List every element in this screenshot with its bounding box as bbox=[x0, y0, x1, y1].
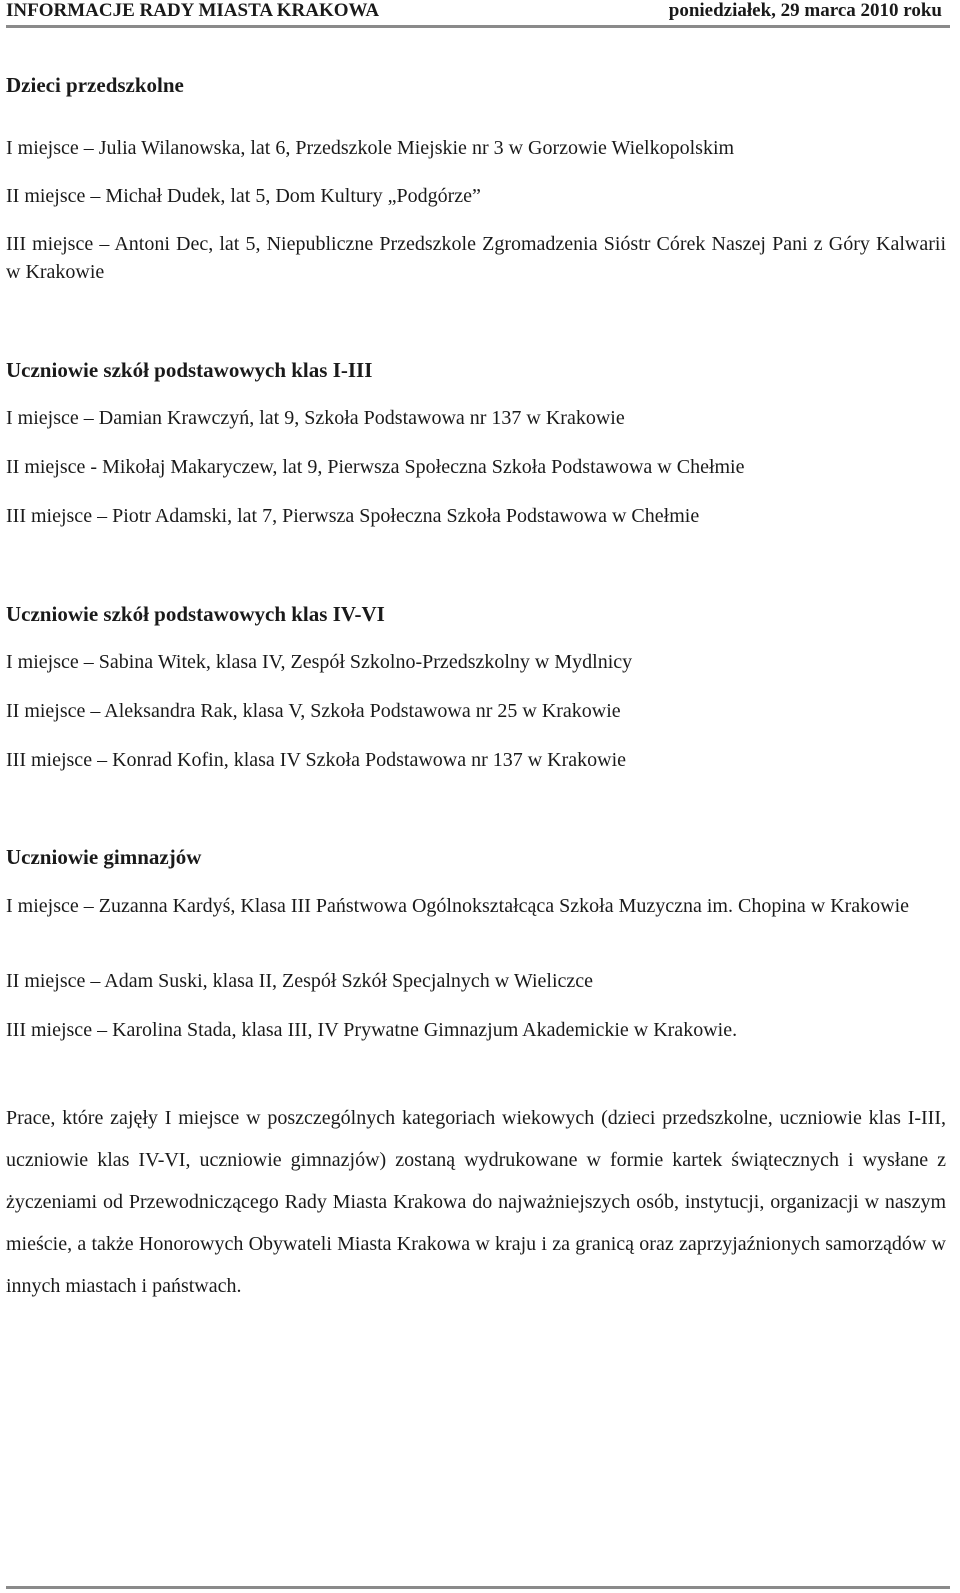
list-item: I miejsce – Sabina Witek, klasa IV, Zespół Szkolno-Przedszkolny w Mydlnicy bbox=[6, 651, 633, 673]
list-item: II miejsce – Adam Suski, klasa II, Zespół Szkół Specjalnych w Wieliczce bbox=[6, 970, 594, 992]
list-item: II miejsce – Aleksandra Rak, klasa V, Szkoła Podstawowa nr 25 w Krakowie bbox=[6, 700, 621, 722]
list-item: I miejsce – Damian Krawczyń, lat 9, Szkoła Podstawowa nr 137 w Krakowie bbox=[6, 407, 625, 429]
section-title-grades-4-6: Uczniowie szkół podstawowych klas IV-VI bbox=[6, 602, 385, 626]
page-header bbox=[6, 0, 942, 22]
section-title-grades-1-3: Uczniowie szkół podstawowych klas I-III bbox=[6, 358, 373, 382]
list-item: III miejsce – Antoni Dec, lat 5, Niepubliczne Przedszkole Zgromadzenia Sióstr Córek Naszej Pani z Góry Kalwarii w Krakowie bbox=[6, 233, 946, 283]
list-item: II miejsce – Michał Dudek, lat 5, Dom Kultury „Podgórze” bbox=[6, 185, 481, 207]
header-title: INFORMACJE RADY MIASTA KRAKOWA bbox=[6, 0, 380, 21]
header-date: poniedziałek, 29 marca 2010 roku bbox=[668, 0, 942, 21]
section-title-preschool: Dzieci przedszkolne bbox=[6, 73, 184, 97]
closing-paragraph: Prace, które zajęły I miejsce w poszczególnych kategoriach wiekowych (dzieci przedszkolne, uczniowie klas I-III, uczniowie klas IV-VI, uczniowie gimnazjów) zostaną wydrukowane w formie kartek świątecznych i wysłane z życzeniami od Przewodniczącego Rady Miasta Krakowa do najważniejszych osób, instytucji, organizacji w naszym mieście, a także Honorowych Obywateli Miasta Krakowa w kraju i za granicą oraz zaprzyjaźnionych samorządów w innych miastach i państwach. bbox=[6, 1107, 946, 1297]
list-item: III miejsce – Piotr Adamski, lat 7, Pierwsza Społeczna Szkoła Podstawowa w Chełmie bbox=[6, 505, 700, 527]
header-divider bbox=[6, 25, 950, 28]
list-item: I miejsce – Julia Wilanowska, lat 6, Przedszkole Miejskie nr 3 w Gorzowie Wielkopolskim bbox=[6, 137, 735, 159]
list-item: I miejsce – Zuzanna Kardyś, Klasa III Państwowa Ogólnokształcąca Szkoła Muzyczna im. Chopina w Krakowie bbox=[6, 895, 910, 917]
section-title-gymnasium: Uczniowie gimnazjów bbox=[6, 845, 202, 869]
footer-divider bbox=[6, 1586, 950, 1589]
list-item: III miejsce – Konrad Kofin, klasa IV Szkoła Podstawowa nr 137 w Krakowie bbox=[6, 749, 627, 771]
list-item: III miejsce – Karolina Stada, klasa III, IV Prywatne Gimnazjum Akademickie w Krakowie. bbox=[6, 1019, 738, 1041]
list-item: II miejsce - Mikołaj Makaryczew, lat 9, Pierwsza Społeczna Szkoła Podstawowa w Chełmie bbox=[6, 456, 745, 478]
